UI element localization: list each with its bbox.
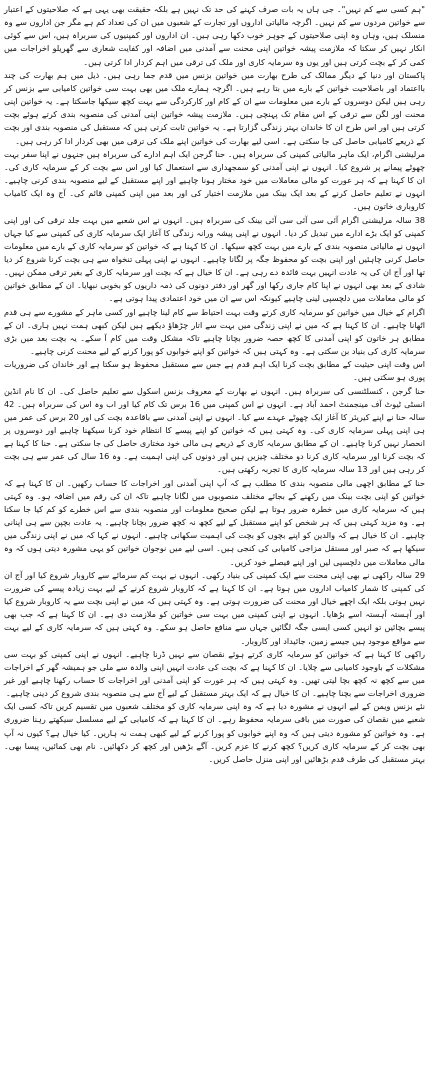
article-paragraph: 38 سالہ مرلیشنی اگرام آئی سی آئی سی آئی بینک کی سربراہ ہیں۔ انہوں نے اس شعبے میں بہت جلد ترقی کی اور اپنی کمپنی کو ایک بڑے ادارے میں تبدیل کر دیا۔ انہوں نے اپنی پیشہ ورانہ زندگی کا آغاز ایک سرمایہ کاری کی کمپنی سے کیا جہاں انہوں نے مالیاتی منصوبہ بندی کے بارے میں بہت کچھ سیکھا۔ ان کا کہنا ہے کہ خواتین کو سرمایہ کاری کے بارے میں معلومات حاصل کرنی چاہئیں اور اپنی بچت کو محفوظ جگہ پر لگانا چاہیے۔ انہوں نے اپنی پہلی تنخواہ سے ہی بچت کرنا شروع کر دیا تھا اور آج ان کی یہ عادت انہیں بہت فائدہ دے رہی ہے۔ ان کا خیال ہے کہ بچت اور سرمایہ کاری کے بغیر ترقی ممکن نہیں۔ شادی کے بعد بھی انہوں نے اپنا کام جاری رکھا اور گھر اور دفتر دونوں کی ذمہ داریوں کو بخوبی نبھایا۔ ان کے مطابق خواتین کو مالی معاملات میں دلچسپی لینی چاہیے کیونکہ اس سے ان میں خود اعتمادی پیدا ہوتی ہے۔ xyxy=(4,214,425,304)
article-paragraph: حنا کے مطابق اچھی مالی منصوبہ بندی کا مطلب ہے کہ آپ اپنی آمدنی اور اخراجات کا حساب رکھیں۔ ان کا کہنا ہے کہ خواتین کو اپنی بچت بینک میں رکھنے کے بجائے مختلف منصوبوں میں لگانا چاہیے تاکہ ان کی رقم میں اضافہ ہو۔ وہ کہتی ہیں کہ سرمایہ کاری میں خطرہ ضرور ہوتا ہے لیکن صحیح معلومات اور منصوبہ بندی سے اس خطرے کو کم کیا جا سکتا ہے۔ وہ مزید کہتی ہیں کہ ہر شخص کو اپنے مستقبل کے لیے کچھ نہ کچھ ضرور بچانا چاہیے۔ یہ عادت بچپن سے ہی اپنانی چاہیے۔ ان کا خیال ہے کہ والدین کو اپنے بچوں کو بچت کی اہمیت سکھانی چاہیے۔ انہوں نے کہا کہ میں نے اپنی زندگی میں سیکھا ہے کہ صبر اور مستقل مزاجی کامیابی کی کنجی ہیں۔ اسی لیے میں نوجوان خواتین کو یہی مشورہ دیتی ہوں کہ وہ مالی معاملات میں دلچسپی لیں اور اپنے فیصلے خود کریں۔ xyxy=(4,477,425,567)
article-paragraph: نئے بزنس ویمن کے لیے انہوں نے مشورہ دیا ہے کہ وہ اپنی سرمایہ کاری کو مختلف شعبوں میں تقسیم کریں تاکہ کسی ایک شعبے میں نقصان کی صورت میں باقی سرمایہ محفوظ رہے۔ ان کا کہنا ہے کہ کامیابی کے لیے مسلسل سیکھتے رہنا ضروری ہے۔ وہ خواتین کو مشورہ دیتی ہیں کہ وہ اپنے خوابوں کو پورا کرنے کے لیے کبھی ہمت نہ ہاریں۔ کیا خیال ہے؟ کیوں نہ آپ بھی بچت کر کے سرمایہ کاری کریں؟ کچھ کرنے کا عزم کریں۔ آگے بڑھیں اور کچھ کر دکھائیں۔ نام بھی کمائیں، پیسا بھی۔ بہتر مستقبل کی طرف قدم بڑھائیں اور اپنی منزل حاصل کریں۔ xyxy=(4,701,425,764)
article-paragraph: مرلیشنی اگرام، ایک ماہر مالیاتی کمپنی کی سربراہ ہیں۔ حنا گرجن ایک اہم ادارے کی سربراہ ہیں جنہوں نے اپنا سفر بہت چھوٹے پیمانے پر شروع کیا۔ انہوں نے اپنی آمدنی کو سمجھداری سے استعمال کیا اور اس سے بچت کر کے سرمایہ کاری کی۔ ان کا کہنا ہے کہ ہر عورت کو مالی معاملات میں خود مختار ہونا چاہیے اور اپنے مستقبل کے لیے منصوبہ بندی کرنی چاہیے۔ انہوں نے تعلیم حاصل کرنے کے بعد ایک بینک میں ملازمت اختیار کی اور بعد میں اپنی کمپنی قائم کی۔ آج وہ ایک کامیاب کاروباری خاتون ہیں۔ xyxy=(4,148,425,212)
article-paragraph: حنا گرجن ، کنسلٹنسی کی سربراہ ہیں۔ انہوں نے بھارت کے معروف بزنس اسکول سے تعلیم حاصل کی۔ ان کا نام انڈین انسٹی ٹیوٹ آف مینجمنٹ احمد آباد ہے۔ انہوں نے اس کمپنی میں 16 برس تک کام کیا اور اب وہ اس کی سربراہ ہیں۔ 42 سالہ حنا نے اپنے کیریئر کا آغاز ایک چھوٹے عہدے سے کیا۔ انہوں نے اپنی آمدنی سے باقاعدہ بچت کی اور 20 برس کی عمر میں ہی اپنی پہلی سرمایہ کاری کی۔ وہ کہتی ہیں کہ خواتین کو اپنے پیسے کا انتظام خود کرنا سیکھنا چاہیے اور دوسروں پر انحصار نہیں کرنا چاہیے۔ ان کے مطابق سرمایہ کاری کے ذریعے ہی مالی خود مختاری حاصل کی جا سکتی ہے۔ حنا کا کہنا ہے کہ بچت کرنا اور سرمایہ کاری کرنا دو مختلف چیزیں ہیں اور دونوں کی اپنی اہمیت ہے۔ وہ 16 سال کی عمر سے ہی بچت کر رہی ہیں اور 13 سالہ سرمایہ کاری کا تجربہ رکھتی ہیں۔ xyxy=(4,385,425,475)
article-paragraph: پاکستان اور دنیا کے دیگر ممالک کی طرح بھارت میں خواتین بزنس میں قدم جما رہی ہیں۔ ذیل میں ہم بھارت کی چند بااعتماد اور باصلاحیت خواتین کے بارے میں بتا رہے ہیں۔ اگرچہ ہمارے ملک میں بھی بہت سی خواتین کامیابی سے بزنس کر رہی ہیں لیکن دوسروں کے بارے میں معلومات سے ان کے کام اور کارکردگی سے بہت کچھ سیکھا جاسکتا ہے۔ یہ خواتین اپنی محنت اور لگن سے ترقی کے اس مقام تک پہنچی ہیں۔ ملازمت پیشہ خواتین اپنی آمدنی کی منصوبہ بندی کرتے ہوئے بچت کرتی ہیں اور اس طرح ان کا خاندان بہتر زندگی گزارتا ہے۔ یہ خواتین ثابت کرتی ہیں کہ مستقبل کی منصوبہ بندی اور بچت کے ذریعے کامیابی حاصل کی جا سکتی ہے۔ اسی لیے بھارت کی خواتین اپنے ملک کی ترقی میں بھی کردار ادا کر رہی ہیں۔ xyxy=(4,69,425,146)
article-paragraph: "ہم کسی سے کم نہیں"۔ جی ہاں یہ بات صرف کہنے کی حد تک نہیں ہے بلکہ حقیقت بھی یہی ہے کہ صلاحیتوں کے اعتبار سے خواتین مردوں سے کم نہیں۔ اگرچہ مالیاتی اداروں اور تجارت کے شعبوں میں ان کی تعداد کم ہے مگر جن اداروں سے وہ منسلک ہیں، وہاں وہ اپنی صلاحیتوں کے جوہر خوب دکھا رہی ہیں۔ ان اداروں اور کمپنیوں کی سربراہ ہیں، اس سے کوئی انکار نہیں کر سکتا کہ ملازمت پیشہ خواتین اپنی محنت سے آمدنی میں اضافہ اور کفایت شعاری سے گھریلو اخراجات میں کمی کر کے بچت کرتی ہیں اور یوں وہ سرمایہ کاری اور ملک کی ترقی میں اہم کردار ادا کرتی ہیں۔ xyxy=(4,4,425,67)
article-paragraph: راکھی کا کہنا ہے کہ خواتین کو سرمایہ کاری کرتے ہوئے نقصان سے نہیں ڈرنا چاہیے۔ انہوں نے اپنی کمپنی کو بہت سی مشکلات کے باوجود کامیابی سے چلایا۔ ان کا کہنا ہے کہ بچت کی عادت انہیں اپنی والدہ سے ملی جو ہمیشہ گھر کے اخراجات میں سے کچھ نہ کچھ بچا لیتی تھیں۔ وہ کہتی ہیں کہ ہر عورت کو اپنی آمدنی اور اخراجات کا حساب رکھنا چاہیے اور غیر ضروری اخراجات سے بچنا چاہیے۔ ان کا خیال ہے کہ ایک بہتر مستقبل کے لیے آج سے ہی منصوبہ بندی شروع کر دینی چاہیے۔ xyxy=(4,648,425,699)
article-paragraph: 29 سالہ راکھی نے بھی اپنی محنت سے ایک کمپنی کی بنیاد رکھی۔ انہوں نے بہت کم سرمائے سے کاروبار شروع کیا اور آج ان کی کمپنی کا شمار کامیاب اداروں میں ہوتا ہے۔ ان کا کہنا ہے کہ کاروبار شروع کرنے کے لیے بہت زیادہ پیسے کی ضرورت نہیں ہوتی بلکہ ایک اچھے خیال اور محنت کی ضرورت ہوتی ہے۔ وہ کہتی ہیں کہ میں نے اپنی بچت سے یہ کاروبار شروع کیا اور آہستہ آہستہ اسے بڑھایا۔ انہوں نے اپنی کمپنی میں بہت سی خواتین کو ملازمت دی ہے۔ ان کا کہنا ہے کہ جب بھی پیسے بچائیں تو انہیں کسی ایسی جگہ لگائیں جہاں سے منافع حاصل ہو سکے۔ وہ کہتی ہیں کہ سرمایہ کاری کے لیے بہت سے مواقع موجود ہیں جیسے زمین، جائیداد اور کاروبار۔ xyxy=(4,569,425,646)
article-paragraph: اگرام کے خیال میں خواتین کو سرمایہ کاری کرتے وقت بہت احتیاط سے کام لینا چاہیے اور کسی ماہر کے مشورے سے ہی قدم اٹھانا چاہیے۔ ان کا کہنا ہے کہ میں نے اپنی زندگی میں بہت سے اتار چڑھاؤ دیکھے ہیں لیکن کبھی ہمت نہیں ہاری۔ ان کے مطابق ہر خاتون کو اپنی آمدنی کا کچھ حصہ ضرور بچانا چاہیے تاکہ مشکل وقت میں کام آ سکے۔ یہ بچت بعد میں بڑی سرمایہ کاری کی بنیاد بن سکتی ہے۔ وہ کہتی ہیں کہ خواتین کو اپنے خوابوں کو پورا کرنے کے لیے محنت کرنی چاہیے۔ xyxy=(4,306,425,357)
article-paragraph: اس وقت اپنی حیثیت کے مطابق بچت کرنا ایک اہم قدم ہے جس سے مستقبل محفوظ ہو سکتا ہے اور خاندان کی ضروریات پوری ہو سکتی ہیں۔ xyxy=(4,359,425,383)
